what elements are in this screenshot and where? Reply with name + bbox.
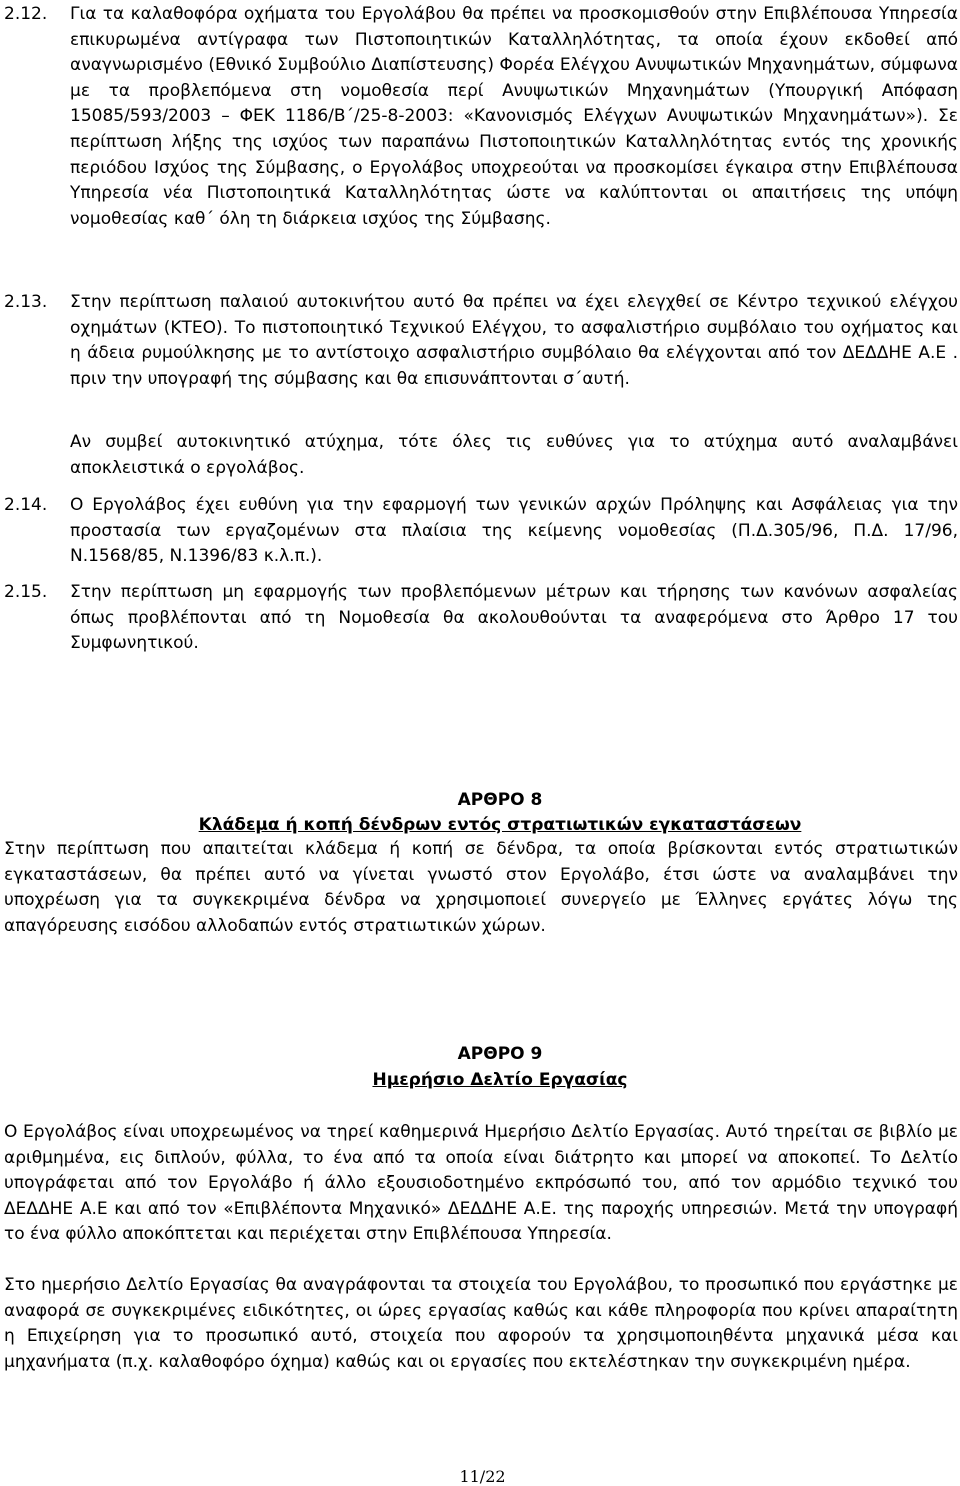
clause-2-14 [4, 493, 958, 570]
clause-text: Ο Εργολάβος έχει ευθύνη για την εφαρμογή των γενικών αρχών Πρόληψης και Ασφάλειας για την προστασία των εργαζομένων στα πλαίσια της κείμενης νομοθεσίας (Π.Δ.305/96, Π.Δ. 17/96, Ν.1568/85, Ν.1396/83 κ.λ.π.). [70, 495, 958, 567]
article-9-heading: ΑΡΘΡΟ 9 [457, 1044, 543, 1064]
clause-2-12 [4, 2, 958, 232]
article-9-body-1: Ο Εργολάβος είναι υποχρεωμένος να τηρεί καθημερινά Ημερήσιο Δελτίο Εργασίας. Αυτό τηρείται σε βιβλίο με αριθμημένα, εις διπλούν, φύλλα, το ένα από τα οποία είναι διάτρητο και μπορεί να αποκοπεί. Το Δελτίο υπογράφεται από τον Εργολάβο ή άλλο εξουσιοδοτημένο εκπρόσωπό του, από τον αρμόδιο τεχνικό του ΔΕΔΔΗΕ Α.Ε και από τον «Επιβλέποντα Μηχανικό» ΔΕΔΔΗΕ Α.Ε. της παροχής υπηρεσιών. Μετά την υπογραφή το ένα φύλλο αποκόπτεται και περιέχεται στην Επιβλέπουσα Υπηρεσία. [4, 1122, 958, 1245]
clause-2-15 [4, 580, 958, 657]
clause-number: 2.13. [4, 292, 48, 312]
article-9-body-2: Στο ημερήσιο Δελτίο Εργασίας θα αναγράφονται τα στοιχεία του Εργολάβου, το προσωπικό που εργάστηκε με αναφορά σε συγκεκριμένες ειδικότητες, οι ώρες εργασίας καθώς και κάθε πληροφορία που κρίνει απαραίτητη η Επιχείρηση για το προσωπικό αυτό, στοιχεία που αφορούν τα χρησιμοποιηθέντα μηχανικά μέσα και μηχανήματα (π.χ. καλαθοφόρο όχημα) καθώς και οι εργασίες που εκτελέστηκαν την συγκεκριμένη ημέρα. [4, 1275, 958, 1372]
clause-number: 2.15. [4, 582, 48, 602]
clause-number: 2.14. [4, 495, 48, 515]
article-8-body: Στην περίπτωση που απαιτείται κλάδεμα ή κοπή σε δένδρα, τα οποία βρίσκονται εντός στρατιωτικών εγκαταστάσεων, θα πρέπει αυτό να γίνεται γνωστό στον Εργολάβο, έτσι ώστε να αναλαμβάνει την υποχρέωση για τα συγκεκριμένα δένδρα να χρησιμοποιεί συνεργείο με Έλληνες εργάτες λόγω της απαγόρευσης εισόδου αλλοδαπών εντός στρατιωτικών χώρων. [4, 839, 958, 936]
article-8-heading: ΑΡΘΡΟ 8 [457, 790, 543, 810]
clause-number: 2.12. [4, 4, 48, 24]
clause-text: Στην περίπτωση μη εφαρμογής των προβλεπόμενων μέτρων και τήρησης των κανόνων ασφαλείας όπως προβλέπονται από τη Νομοθεσία θα ακολουθούνται τα αναφερόμενα στο Άρθρο 17 του Συμφωνητικού. [70, 582, 958, 654]
clause-2-13-note: Αν συμβεί αυτοκινητικό ατύχημα, τότε όλες τις ευθύνες για το ατύχημα αυτό αναλαμβάνει αποκλειστικά ο εργολάβος. [70, 432, 958, 478]
article-8-subtitle: Κλάδεμα ή κοπή δένδρων εντός στρατιωτικών εγκαταστάσεων [198, 815, 802, 835]
clause-text: Για τα καλαθοφόρα οχήματα του Εργολάβου θα πρέπει να προσκομισθούν στην Επιβλέπουσα Υπηρεσία επικυρωμένα αντίγραφα των Πιστοποιητικών Καταλληλότητας, τα οποία έχουν εκδοθεί από αναγνωρισμένο (Εθνικό Συμβούλιο Διαπίστευσης) Φορέα Ελέγχου Ανυψωτικών Μηχανημάτων, σύμφωνα με τα προβλεπόμενα στη νομοθεσία περί Ανυψωτικών Μηχανημάτων (Υπουργική Απόφαση 15085/593/2003 – ΦΕΚ 1186/Β΄/25-8-2003: «Κανονισμός Ελέγχων Ανυψωτικών Μηχανημάτων»). Σε περίπτωση λήξης της ισχύος των παραπάνω Πιστοποιητικών Καταλληλότητας εντός της χρονικής περιόδου Ισχύος της Σύμβασης, ο Εργολάβος υποχρεούται να προσκομίσει έγκαιρα στην Επιβλέπουσα Υπηρεσία νέα Πιστοποιητικά Καταλληλότητας ώστε να καλύπτονται οι απαιτήσεις της υπόψη νομοθεσίας καθ΄ όλη τη διάρκεια ισχύος της Σύμβασης. [70, 4, 958, 229]
page-number: 11/22 [459, 1467, 506, 1486]
clause-2-13 [4, 290, 958, 392]
article-9-subtitle: Ημερήσιο Δελτίο Εργασίας [372, 1070, 628, 1090]
clause-text: Στην περίπτωση παλαιού αυτοκινήτου αυτό θα πρέπει να έχει ελεγχθεί σε Κέντρο τεχνικού ελέγχου οχημάτων (ΚΤΕΟ). Το πιστοποιητικό Τεχνικού Ελέγχου, το ασφαλιστήριο συμβόλαιο του οχήματος και η άδεια ρυμούλκησης με το αντίστοιχο ασφαλιστήριο συμβόλαιο θα ελέγχονται από τον ΔΕΔΔΗΕ Α.Ε . πριν την υπογραφή της σύμβασης και θα επισυνάπτονται σ΄αυτή. [70, 292, 958, 389]
